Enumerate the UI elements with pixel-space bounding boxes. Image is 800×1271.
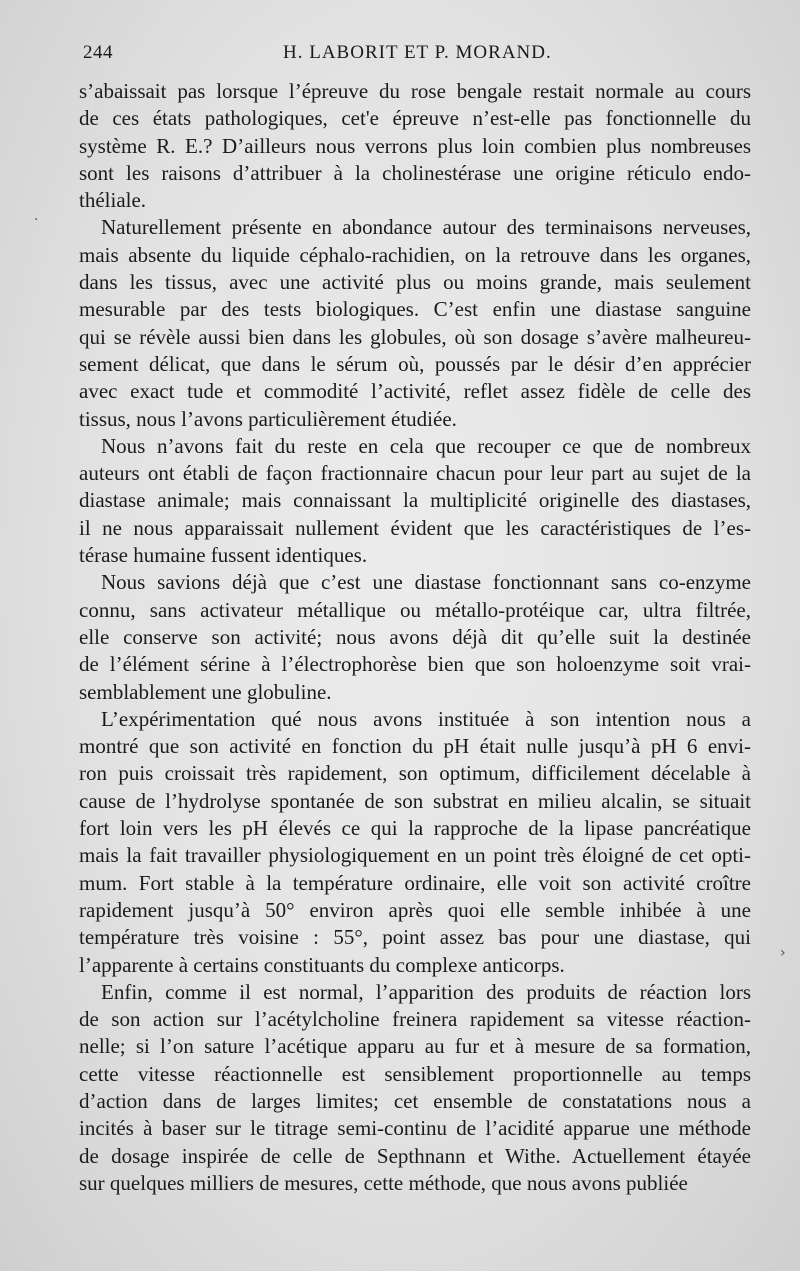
text-line: sement délicat, que dans le sérum où, poussés par le désir d’en apprécier [79, 351, 751, 376]
text-line: mais absente du liquide céphalo-rachidien, on la retrouve dans les organes, [79, 242, 751, 267]
text-line: ron puis croissait très rapidement, son optimum, difficilement décelable à [79, 761, 751, 786]
paragraph [79, 979, 751, 1197]
body-text [79, 78, 751, 1197]
paragraph [79, 569, 751, 705]
text-line: qui se révèle aussi bien dans les globules, où son dosage s’avère malheureu- [79, 324, 751, 349]
text-line: fort loin vers les pH élevés ce qui la rapproche de la lipase pancréatique [79, 816, 751, 841]
text-line: de son action sur l’acétylcholine freinera rapidement sa vitesse réaction- [79, 1007, 751, 1032]
running-head: H. LABORIT ET P. MORAND. [283, 42, 552, 63]
text-line: L’expérimentation qué nous avons instituée à son intention nous a [101, 706, 751, 731]
text-line: système R. E.? D’ailleurs nous verrons plus loin combien plus nombreuses [79, 133, 751, 158]
text-line: sont les raisons d’attribuer à la cholinestérase une origine réticulo endo- [79, 160, 751, 185]
text-line: tissus, nous l’avons particulièrement étudiée. [79, 406, 457, 431]
page-number: 244 [83, 42, 113, 63]
text-line: de dosage inspirée de celle de Septhnann et Withe. Actuellement étayée [79, 1143, 751, 1168]
text-line: mesurable par des tests biologiques. C’est enfin une diastase sanguine [79, 297, 751, 322]
text-line: dans les tissus, avec une activité plus ou moins grande, mais seulement [79, 270, 751, 295]
text-line: l’apparente à certains constituants du complexe anticorps. [79, 952, 565, 977]
text-line: température très voisine : 55°, point assez bas pour une diastase, qui [79, 925, 751, 950]
text-line: d’action dans de larges limites; cet ensemble de constatations nous a [79, 1088, 751, 1113]
text-line: Enfin, comme il est normal, l’apparition des produits de réaction lors [101, 979, 751, 1004]
text-line: il ne nous apparaissait nullement évident que les caractéristiques de l’es- [79, 515, 751, 540]
text-line: Nous n’avons fait du reste en cela que recouper ce que de nombreux [101, 433, 751, 458]
text-line: elle conserve son activité; nous avons déjà dit qu’elle suit la destinée [79, 624, 751, 649]
text-line: connu, sans activateur métallique ou métallo-protéique car, ultra filtrée, [79, 597, 751, 622]
text-line: Naturellement présente en abondance autour des terminaisons nerveuses, [101, 215, 751, 240]
text-line: Nous savions déjà que c’est une diastase fonctionnant sans co-enzyme [101, 570, 751, 595]
text-line: mum. Fort stable à la température ordinaire, elle voit son activité croître [79, 870, 751, 895]
text-line: diastase animale; mais connaissant la multiplicité originelle des diastases, [79, 488, 751, 513]
paragraph [79, 433, 751, 569]
page-header [83, 38, 760, 68]
text-line: avec exact tude et commodité l’activité, reflet assez fidèle de celle des [79, 379, 751, 404]
text-line: de l’élément sérine à l’électrophorèse bien que son holoenzyme soit vrai- [79, 652, 751, 677]
text-line: auteurs ont établi de façon fractionnaire chacun pour leur part au sujet de la [79, 461, 751, 486]
margin-speck: · [34, 212, 39, 228]
margin-speck: › [780, 945, 786, 961]
text-line: montré que son activité en fonction du pH était nulle jusqu’à pH 6 envi- [79, 734, 751, 759]
text-line: nelle; si l’on sature l’acétique apparu au fur et à mesure de sa formation, [79, 1034, 751, 1059]
text-line: cette vitesse réactionnelle est sensiblement proportionnelle au temps [79, 1061, 751, 1086]
text-line: mais la fait travailler physiologiquement en un point très éloigné de cet opti- [79, 843, 751, 868]
paragraph [79, 706, 751, 979]
text-line: semblablement une globuline. [79, 679, 332, 704]
text-line: cause de l’hydrolyse spontanée de son substrat en milieu alcalin, se situait [79, 788, 751, 813]
text-line: rapidement jusqu’à 50° environ après quoi elle semble inhibée à une [79, 897, 751, 922]
paragraph [79, 214, 751, 432]
paragraph [79, 78, 751, 214]
text-line: théliale. [79, 188, 147, 213]
text-line: sur quelques milliers de mesures, cette méthode, que nous avons publiée [79, 1170, 688, 1195]
text-line: de ces états pathologiques, cet'e épreuve n’est-elle pas fonctionnelle du [79, 106, 751, 131]
text-line: s’abaissait pas lorsque l’épreuve du rose bengale restait normale au cours [79, 79, 751, 103]
text-line: térase humaine fussent identiques. [79, 543, 368, 568]
text-line: incités à baser sur le titrage semi-continu de l’acidité apparue une méthode [79, 1116, 751, 1141]
